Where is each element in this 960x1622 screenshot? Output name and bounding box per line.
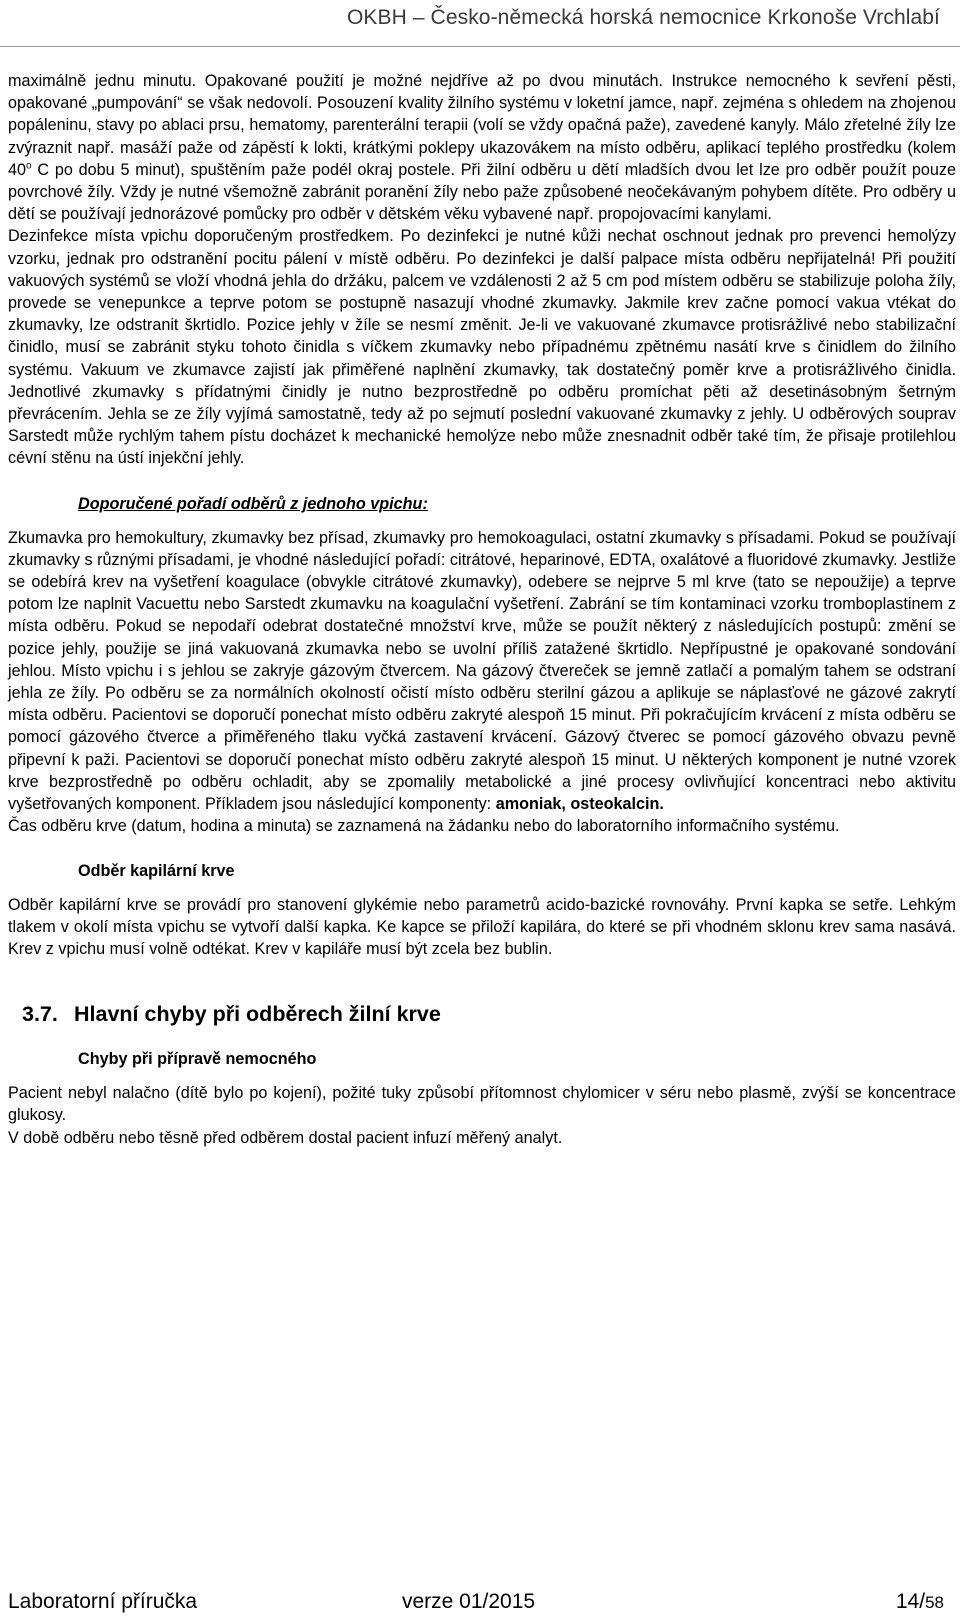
footer-page-number: 14/58 — [895, 1590, 944, 1613]
section-number: 3.7. — [22, 1002, 58, 1027]
section-heading-3-7 — [22, 1000, 956, 1028]
page-content — [8, 70, 956, 1149]
capillary-heading: Odběr kapilární krve — [78, 861, 235, 880]
paragraph-disinfection: Dezinfekce místa vpichu doporučeným prostředkem. Po dezinfekci je nutné kůži nechat oschnout jednak pro prevenci hemolýzy vzorku, jednak pro odstranění pocitu pálení v místě odběru. Po dezinfekci je další palpace místa odběru nepřijatelná! Při použití vakuových systémů se vloží vhodná jehla do držáku, palcem ve vzdálenosti 2 až 5 cm pod místem odběru se stabilizuje poloha žíly, provede se venepunkce a teprve potom se postupně nasazují vhodné zkumavky. Jakmile krev začne pomocí vakua vtékat do zkumavky, lze odstranit škrtidlo. Pozice jehly v žíle se nesmí změnit. Je-li ve vakuované zkumavce protisrážlivé nebo stabilizační činidlo, musí se zabránit styku tohoto činidla s víčkem zkumavky nebo případnému zpětnému nasátí krve s činidlem do žilního systému. Vakuum ve zkumavce zajistí jak přiměřené naplnění zkumavky, tak dostatečný poměr krve a protisrážlivého činidla. Jednotlivé zkumavky s přídatnými činidly je nutno bezprostředně po odběru promíchat pěti až desetinásobným šetrným převrácením. Jehla se ze žíly vyjímá samostatně, tedy až po sejmutí poslední vakuované zkumavky z jehly. U odběrových souprav Sarstedt může rychlým tahem pístu docházet k mechanické hemolýze nebo může znesnadnit odběr také tím, že přisaje protilehlou cévní stěnu na ústí injekční jehly. — [8, 227, 956, 468]
paragraph-fasting-error: Pacient nebyl nalačno (dítě bylo po kojení), požité tuky způsobí přítomnost chylomicer v séru nebo plasmě, zvýší se koncentrace glukosy. — [8, 1084, 956, 1125]
section-title: Hlavní chyby při odběrech žilní krve — [74, 1002, 441, 1027]
footer-version: verze 01/2015 — [402, 1590, 536, 1613]
header-divider — [0, 46, 960, 47]
paragraph-infusion-error: V době odběru nebo těsně před odběrem dostal pacient infuzí měřený analyt. — [8, 1128, 563, 1147]
patient-prep-errors-heading: Chyby při přípravě nemocného — [78, 1050, 317, 1069]
paragraph-venepuncture-prep: maximálně jednu minutu. Opakované použití je možné nejdříve až po dvou minutách. Instrukce nemocného k sevření pěsti, opakované „pumpování“ se však nedovolí. Posouzení kvality žilního systému v loketní jamce, např. zejména s ohledem na zhojenou popáleninu, stavy po ablaci prsu, hematomy, parenterální terapii (volí se vždy opačná paže), zavedené kanyly. Málo zřetelné žíly lze zvýraznit např. masáží paže od zápěstí k lokti, krátkými poklepy ukazovákem na místo odběru, aplikací teplého prostředku (kolem 40$^o$ C po dobu 5 minut), spuštěním paže podél okraj postele. Při žilní odběru u dětí mladších dvou let lze pro odběr použít pouze povrchové žíly. Vždy je nutné všemožně zabránit poranění žíly nebo paže způsobené neočekávaným pohybem dítěte. Pro odběry u dětí se používají jednorázové pomůcky pro odběr v dětském věku vybavené např. propojovacími kanylami. — [8, 72, 956, 224]
order-heading: Doporučené pořadí odběrů z jednoho vpichu: — [78, 494, 428, 513]
paragraph-draw-order: Zkumavka pro hemokultury, zkumavky bez přísad, zkumavky pro hemokoagulaci, ostatní zkumavky s přísadami. Pokud se používají zkumavky s různými přísadami, je vhodné následující pořadí: citrátové, heparinové, EDTA, oxalátové a fluoridové zkumavky. Jestliže se odebírá krev na vyšetření koagulace (obvykle citrátové zkumavky), odebere se nejprve 5 ml krve (tato se nepoužije) a teprve potom lze naplnit Vacuettu nebo Sarstedt zkumavku na koagulační vyšetření. Zabrání se tím kontaminaci vzorku tromboplastinem z místa odběru. Pokud se nepodaří odebrat dostatečné množství krve, může se použít některý z následujících postupů: změní se pozice jehly, použije se jiná vakuovaná zkumavka nebo se uvolní příliš zatažené škrtidlo. Nepřípustné je opakované sondování jehlou. Místo vpichu i s jehlou se zakryje gázovým čtvercem. Na gázový čtvereček se jemně zatlačí a pomalým tahem se odstraní jehla ze žíly. Po odběru se za normálních okolností očistí místo odběru sterilní gázou a aplikuje se náplasťové ne gázové zakrytí místa odběru. Pacientovi se doporučí ponechat místo odběru zakryté alespoň 15 minut. Při pokračujícím krvácení z místa odběru se pomocí gázového čtverce a přiměřeného tlaku vyčká zastavení krvácení. Gázový čtverec se pomocí gázového obvazu pevně připevní k paži. Pacientovi se doporučí ponechat místo odběru zakryté alespoň 15 minut. U některých komponent je nutné vzorek krve bezprostředně po odběru ochladit, aby se zpomalily metabolické a jiné procesy ovlivňující koncentraci nebo aktivitu vyšetřovaných komponent. Příkladem jsou následující komponenty: amoniak, osteokalcin. — [8, 528, 956, 814]
paragraph-capillary: Odběr kapilární krve se provádí pro stanovení glykémie nebo parametrů acido-bazické rovnováhy. První kapka se setře. Lehkým tlakem v okolí místa vpichu se vytvoří další kapka. Ke kapce se přiloží kapilára, do které se při vhodném sklonu krev sama nasává. Krev z vpichu musí volně odtékat. Krev v kapiláře musí být zcela bez bublin. — [8, 895, 956, 958]
document-header: OKBH – Česko-německá horská nemocnice Krkonoše Vrchlabí — [347, 6, 940, 29]
paragraph-draw-time: Čas odběru krve (datum, hodina a minuta) se zaznamená na žádanku nebo do laboratorního informačního systému. — [8, 817, 840, 836]
document-footer — [8, 1590, 944, 1620]
footer-title: Laboratorní příručka — [8, 1590, 198, 1613]
